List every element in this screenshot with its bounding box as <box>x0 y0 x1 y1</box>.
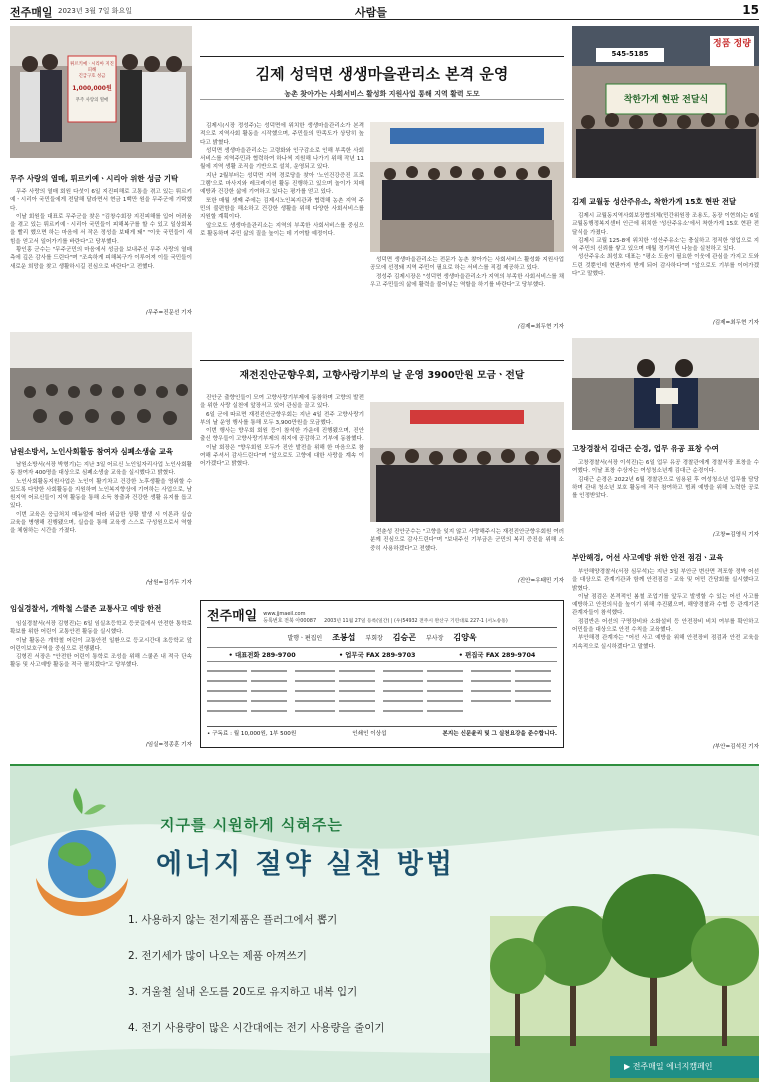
a2-headline: 남원소방서, 노인사회활동 참여자 심폐소생술 교육 <box>10 447 174 456</box>
ad-item-1: 1. 사용하지 않는 전기제품은 플러그에서 뽑기 <box>128 914 338 926</box>
imprint-subscription: • 구독료 : 월 10,000원, 1부 500원 <box>207 731 297 737</box>
a8-p2: 이날 점검은 본격적인 봄철 조업기를 앞두고 발생할 수 있는 어선 사고를 예방하고 안전의식을 높이기 위해 추진됐으며, 해양경찰과 수협 등 관계기관 관계자들이 참석했다. <box>572 593 759 617</box>
a4-p3: 지난 2월부터는 성덕면 지역 경로당을 찾아 '노인건강증진 프로그램'으로 마사지와 레크레이션 활동 진행하고 있으며 놀이가 치매예방과 건강한 삶에 기여하고 있다는 평가를 얻고 있다. <box>200 172 364 196</box>
a4-headline: 김제 성덕면 생생마을관리소 본격 운영 <box>255 65 509 83</box>
a5-p3: 이번 행사는 향우회 회원 등이 참석한 가운데 진행됐으며, 진안 출신 향우들이 고향사랑기부제의 취지에 공감하고 기부에 동참했다. <box>200 428 364 443</box>
a4-photo <box>370 122 564 252</box>
tree-grove-image <box>490 874 759 1082</box>
ad-footer-band <box>610 1056 759 1078</box>
ad-title-small: 지구를 시원하게 식혀주는 <box>160 816 343 834</box>
a5-photo-scene <box>370 402 564 522</box>
masthead-section: 사람들 <box>355 6 387 19</box>
a1-photo <box>10 26 192 158</box>
energy-ad <box>10 764 759 1082</box>
a2-body <box>10 461 192 581</box>
a4-p5: 앞으로도 생생마을관리소는 지역의 부족한 사회서비스를 중심으로 활동하며 주민 삶의 질을 높이는 데 기여할 예정이다. <box>200 222 364 237</box>
imprint-pub-label: 발행ㆍ편집인 <box>287 635 323 642</box>
a3-p3: 김형진 서장은 "안전한 어린이 통학로 조성을 위해 스쿨존 내 적극 단속 활동 및 사고예방 활동을 적극 펼치겠다"고 당부했다. <box>10 654 192 669</box>
a4-photo-scene <box>370 122 564 252</box>
imprint-tel1: • 대표전화 289-9700 <box>228 651 296 659</box>
a1-p1: 무주 사랑의 열매 회원 다섯이 6일 지진피해로 고통을 겪고 있는 튀르키예ㆍ시리아 국민들에게 전달해 달라면서 현금 1백만 원을 무주군에 기탁했다. <box>10 189 192 212</box>
ad-title-big: 에너지 절약 실천 방법 <box>156 849 455 880</box>
a8-headline: 부안해경, 어선 사고예방 위한 안전 점검ㆍ교육 <box>572 553 724 562</box>
a6-banner: 착한가게 현판 전달식 <box>623 95 709 105</box>
a5-headline: 재전진안군향우회, 고향사랑기부의 날 운영 3900만원 모금ㆍ전달 <box>239 370 525 381</box>
a1-byline: /무주=진문선 기자 <box>145 310 192 316</box>
a7-headline: 고창경찰서 김대근 순경, 업무 유공 표창 수여 <box>572 444 719 453</box>
a4-p2: 성덕면 생생마을관리소는 고령화와 인구감소로 인해 부족한 사회서비스를 지역주민과 협력하여 하나씩 지원해 나가기 위해 작년 11월에 지역 생활 조직을 기반으로 설치, 운영되고 있다. <box>200 147 364 171</box>
a3-body <box>10 620 192 736</box>
imprint-exec: 김양욱 <box>453 633 477 642</box>
a6-top-sign: 정품 정량 <box>713 39 751 49</box>
a7-body <box>572 459 759 527</box>
a7-photo <box>572 338 759 430</box>
a6-p3: 성산주유소 최성호 대표는 "평소 도움이 필요한 이웃에 관심을 가지고 도와드린 것뿐인데 현판까지 받게 되어 감사하다"며 "앞으로도 기부를 이어가겠다"고 말했다. <box>572 254 759 278</box>
a7-p2: 김대근 순경은 2022년 6월 경찰관으로 임용된 후 여성청소년 업무를 담당하며 관내 청소년 보호 활동에 적극 참여하고 범죄 예방을 위해 노력한 공로를 인정받았다. <box>572 476 759 500</box>
ad-list <box>128 912 488 1036</box>
a1-p2: 이날 회원들 대표로 무주군을 찾은 "김창수회장 지진피해를 입어 어려움을 겪고 있는 튀르키예ㆍ시리아 국민들이 피해복구를 할 수 있고 일상회복을 빨리 했으면 하는 마음에 서 작은 정성을 보태게 돼" "이웃 국민들이 새 힘을 얻고서 일어가기를 바란다"고 당부했다. <box>10 213 192 245</box>
a1-board-line2: 긴급구호 성금 <box>78 74 106 79</box>
a2-p1: 남원소방서(서장 박형기)는 지난 3일 어르신 노인일자리사업 노인사회활동 참여자 400명을 대상으로 심폐소생술 교육을 실시했다고 밝혔다. <box>10 462 192 477</box>
imprint-reg: 등록번호 전북 아00087 <box>263 617 317 624</box>
imprint-url[interactable]: www.jjmaeil.com <box>263 611 306 617</box>
a8-p3: 점검반은 어선의 구명장비와 소화설비 등 안전장비 비치 여부를 확인하고 어민들을 대상으로 안전 수칙을 교육했다. <box>572 618 759 634</box>
a6-p2: 김제시 교월 125-8에 위치한 '성산주유소'는 충실하고 정직한 영업으로 지역 주민의 신뢰를 쌓고 있으며 매월 정기적인 나눔을 실천하고 있다. <box>572 237 759 253</box>
page-number: 15 <box>742 3 759 17</box>
a7-byline: /고창=김영식 기자 <box>712 532 759 538</box>
a5-body-right <box>370 528 564 574</box>
a8-p1: 부안해양경찰서(서장 심무석)는 지난 3일 부안군 변산면 격포항 정박 어선을 대상으로 관계기관과 함께 안전점검ㆍ교육 및 어민 간담회를 실시했다고 밝혔다. <box>572 569 759 592</box>
imprint-paper: 전주매일 <box>207 609 258 624</box>
a5-byline: /진안=우태민 기자 <box>517 578 564 584</box>
a4-subhead: 농촌 찾아가는 사회서비스 활성화 지원사업 통해 지역 활력 도모 <box>284 90 480 98</box>
imprint-header <box>207 605 557 628</box>
a2-p3: 이번 교육은 응급처치 매뉴얼에 따라 위급한 상황 발생 시 이론과 실습 교육을 병행해 진행됐으며, 실습을 통해 교육생 스스로 구성원으로서 역할을 체험하는 시간을 가졌다. <box>10 511 192 535</box>
a8-body <box>572 568 759 738</box>
a4-pr1: 성덕면 생생마을관리소는 전문가 농촌 찾아가는 사회서비스 활성화 지원사업 공모에 선정돼 지역 주민이 필요로 하는 서비스를 직접 제공하고 있다. <box>370 257 564 272</box>
imprint-footer <box>207 726 557 737</box>
a2-byline: /남원=김기두 기자 <box>145 580 192 586</box>
a1-headline: 무주 사랑의 열매, 튀르키예ㆍ시리아 위한 성금 기탁 <box>10 174 179 183</box>
a5-pr1: 전춘성 진안군수는 "고향을 잊지 않고 사랑해주시는 재전진안군향우회원 여러분께 진심으로 감사드린다"며 "보내주신 기부금은 군민의 복리 증진을 위해 소중히 사용하겠다"고 전했다. <box>370 529 564 552</box>
a4-body-right <box>370 256 564 316</box>
imprint-tel2: • 업무국 FAX 289-9703 <box>338 651 416 659</box>
a8-byline: /부안=김석진 기자 <box>712 744 759 750</box>
a6-p1: 김제시 교월동지역사회보장협의체(민간위원장 조용도, 동장 이현희)는 6일 교월동행정복지센터 인근에 위치한 '성산주유소'에서 착한가게 15호 현판 전달식을 가졌다. <box>572 213 759 236</box>
imprint-box <box>200 600 564 748</box>
a4-p1: 김제시(시장 정성주)는 성덕면에 위치한 생생마을관리소가 본격적으로 지역사회 활동을 시작했으며, 주민들의 만족도가 상당히 높다고 밝혔다. <box>200 123 364 146</box>
masthead <box>10 4 759 20</box>
a5-p4: 이날 회장은 "향우회원 모두가 진안 발전을 위해 한 마음으로 참여해 주셔서 감사드린다"며 "앞으로도 고향에 대한 사랑을 계속 이어가겠다"고 밝혔다. <box>200 444 364 468</box>
a4-pr2: 정성주 김제시장은 "성덕면 생생마을관리소가 지역의 부족한 사회서비스를 채우고 주민들의 삶에 활력을 불어넣는 역할을 하기를 바란다"고 당부했다. <box>370 273 564 288</box>
a6-byline: /김제=최두현 기자 <box>712 320 759 326</box>
a3-p1: 임실경찰서(서장 김형진)는 6일 임실초등학교 등굣길에서 안전한 통학로 확보를 위한 어린이 교통안전 활동을 실시했다. <box>10 621 192 636</box>
a5-headline-box <box>200 360 564 386</box>
a4-body <box>200 122 364 330</box>
imprint-branch-table <box>207 664 557 726</box>
ad-item-3: 3. 겨울철 실내 온도를 20도로 유지하고 내복 입기 <box>128 986 358 998</box>
a6-headline: 김제 교월동 성산주유소, 착한가게 15호 현판 전달 <box>572 197 737 206</box>
a4-byline: /김제=최두현 기자 <box>517 324 564 330</box>
a1-p3: 황인홍 군수는 "무주군민의 마음에서 성금을 보내주신 무주 사랑의 열매 측에 깊은 감사를 드린다"며 "조속하게 피해복구가 이루어져 이들 국민들이 새로운 희망을 찾고 생활하시길 진심으로 바란다"고 전했다. <box>10 247 192 270</box>
a2-photo-scene <box>10 332 192 440</box>
a4-p4: 또한 매월 셋째 주에는 김제시노인복지관과 협력해 농촌 지역 주민의 불편함을 해소하고 건강한 생활을 위해 다양한 사회서비스를 지원할 계획이다. <box>200 197 364 221</box>
ad-footer-label: 전주매일 에너지캠페인 <box>632 1062 713 1071</box>
a1-donation-board <box>68 56 116 122</box>
imprint-exec-label: 부사장 <box>425 635 444 642</box>
a5-p2: 6일 군에 따르면 재전진안군향우회는 지난 4일 전주 고향사랑기부의 날 운영 행사를 통해 모두 3,900만원을 모금했다. <box>200 411 364 426</box>
a1-board-line1: 튀르키예ㆍ시리아 지진피해 <box>70 62 114 73</box>
a6-price-sign: 545-5185 <box>611 50 649 58</box>
ad-item-4: 4. 전기 사용량이 많은 시간대에는 전기 사용량을 줄이기 <box>128 1022 385 1034</box>
a5-p1: 진안군 출향인들이 모여 고향사랑기부제에 동참하며 고향의 발전을 위한 사랑 실천에 앞장서고 있어 관심을 끌고 있다. <box>200 395 364 410</box>
imprint-phones <box>207 647 557 662</box>
imprint-deputy-label: 부회장 <box>365 635 383 642</box>
a3-byline: /임실=정종훈 기자 <box>145 742 192 748</box>
play-icon: ▶ <box>624 1062 633 1071</box>
imprint-printer: 인쇄인 이상섭 <box>352 731 387 737</box>
a7-photo-scene <box>572 338 759 430</box>
masthead-paper: 전주매일 <box>10 6 53 19</box>
imprint-tel3: • 편집국 FAX 289-9704 <box>458 651 536 659</box>
a5-photo <box>370 402 564 522</box>
imprint-ethics: 본지는 신문윤리 및 그 실천요강을 준수합니다. <box>442 731 557 737</box>
a4-headline-box <box>200 56 564 100</box>
a7-p1: 고창경찰서(서장 이석진)는 6일 업무 유공 경찰관에게 경찰서장 표창을 수여했다. 이날 표창 수상자는 여성청소년계 김대근 순경이다. <box>572 460 759 475</box>
a2-photo <box>10 332 192 440</box>
a8-p4: 부안해경 관계자는 "어선 사고 예방을 위해 안전장비 점검과 안전 교육을 지속적으로 실시하겠다"고 말했다. <box>572 635 759 650</box>
a5-body <box>200 394 364 594</box>
a3-headline: 임실경찰서, 개학철 스쿨존 교통사고 예방 한전 <box>10 604 162 613</box>
a2-p2: 노인사회활동지원사업은 노인이 활기차고 건강한 노후생활을 영위할 수 있도록 다양한 사회활동을 지원하며 노인복지향상에 기여하는 사업으로, 남원지역 어르신들이 지역 활동을 통해 소득 창출과 건강한 생활 유지를 돕고 있다. <box>10 478 192 510</box>
imprint-publisher: 조봉섭 <box>332 633 356 642</box>
a6-photo <box>572 26 759 178</box>
imprint-staff <box>207 632 557 643</box>
a1-body <box>10 188 192 312</box>
a1-board-amount: 1,000,000원 <box>72 85 112 92</box>
masthead-date: 2023년 3월 7일 화요일 <box>58 7 132 15</box>
a1-board-donor: 무주 사랑의 열매 <box>75 98 109 103</box>
a3-p2: 이날 활동은 개학철 어린이 교통안전 일환으로 등교시간대 초등학교 앞 어린이보호구역을 중심으로 진행됐다. <box>10 637 192 652</box>
imprint-addr: 2003년 11월 27일 등록(일간) | (우)54932 전주시 완산구 기린대로 227-1 (서노송동) <box>324 619 508 624</box>
ad-item-2: 2. 전기세가 많이 나오는 제품 아껴쓰기 <box>128 950 307 962</box>
imprint-deputy: 김승곤 <box>392 633 416 642</box>
a6-body <box>572 212 759 316</box>
